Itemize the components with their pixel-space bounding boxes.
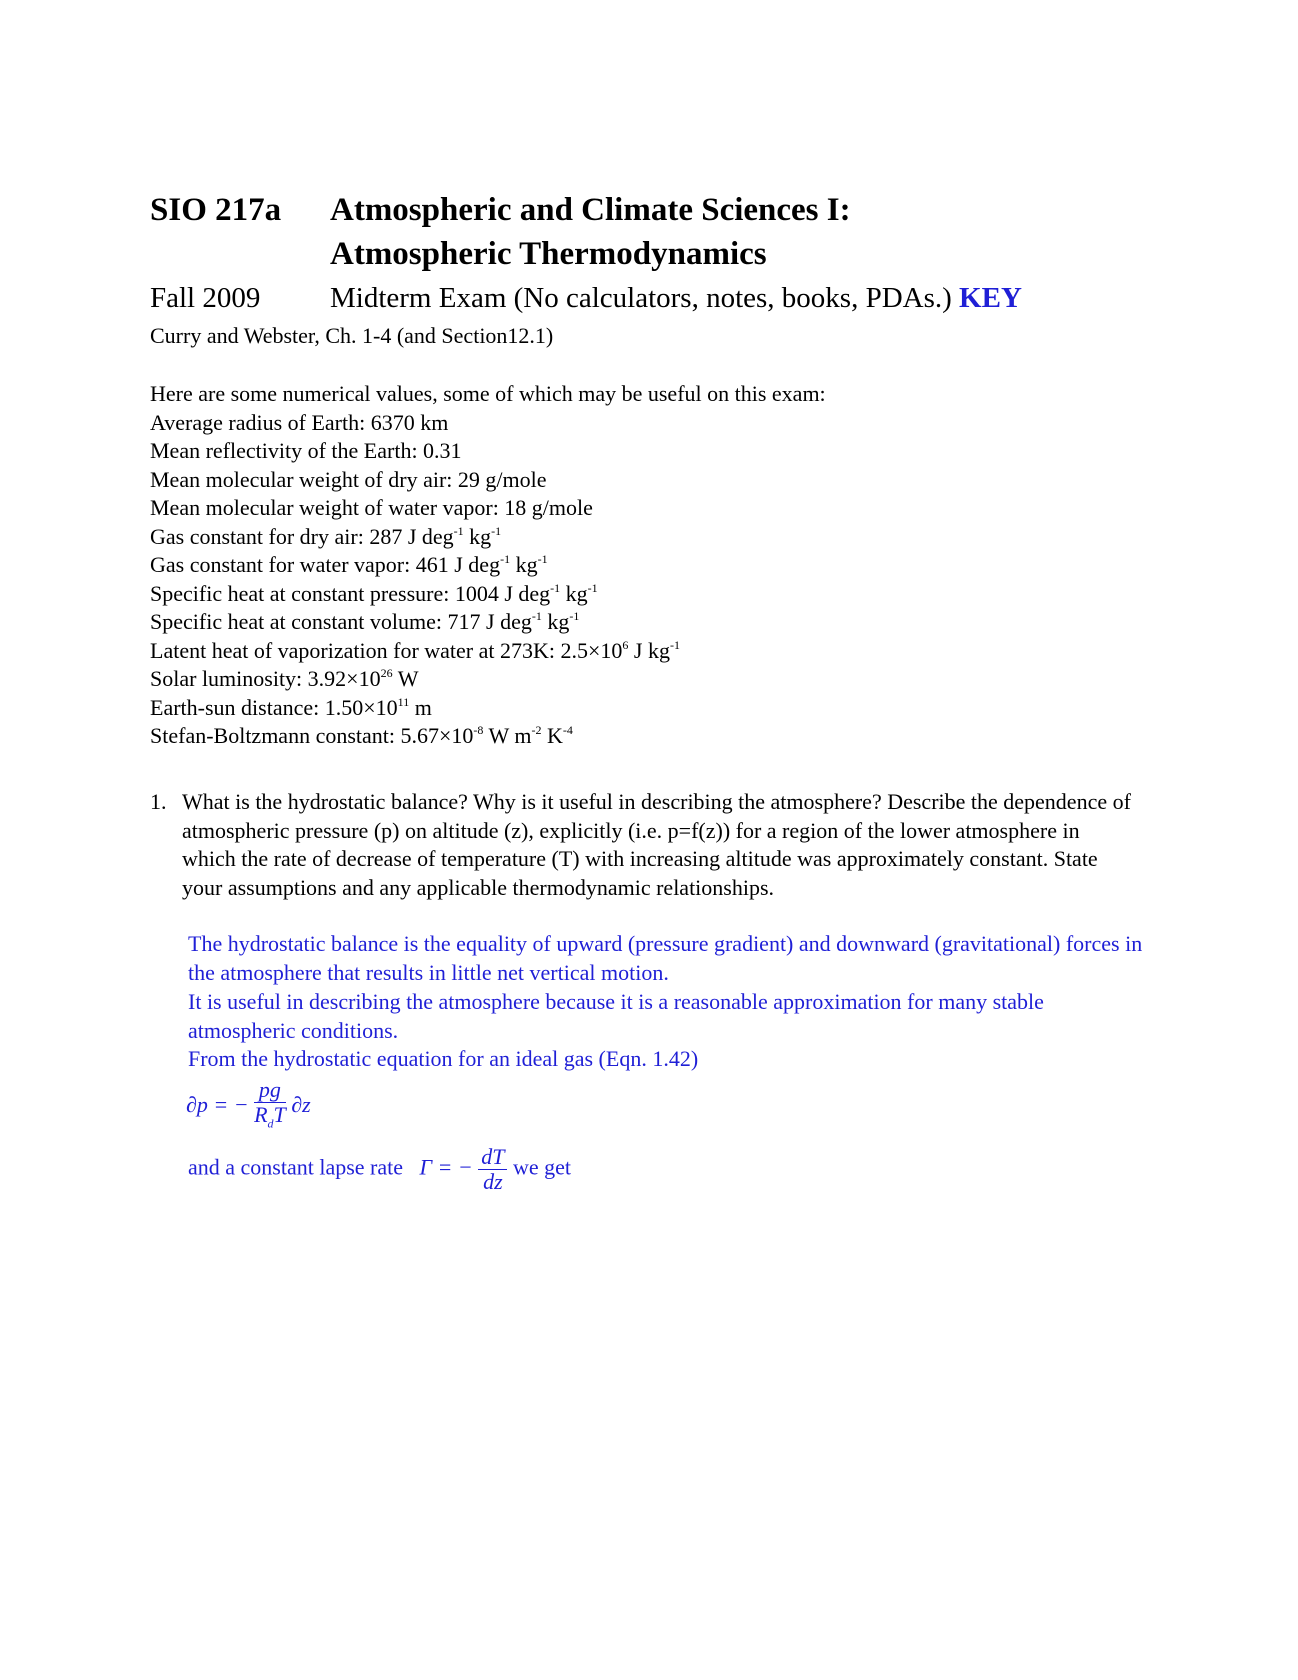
- latent-label: Latent heat of vaporization for water at 273K: 2.5×10: [150, 637, 623, 663]
- eq1-den-t: T: [273, 1102, 286, 1127]
- constants-block: [150, 380, 826, 751]
- unit: m: [409, 694, 432, 720]
- key-label: KEY: [959, 282, 1022, 314]
- exponent: -1: [569, 609, 580, 623]
- unit: kg: [541, 609, 570, 634]
- constant-mw-vapor: Mean molecular weight of water vapor: 18 g/mole: [150, 495, 593, 520]
- cp-label: Specific heat at constant pressure: 1004 J deg: [150, 580, 551, 606]
- distance-label: Earth-sun distance: 1.50×10: [150, 694, 398, 720]
- constant-stefan: [150, 722, 826, 751]
- constant-radius: Average radius of Earth: 6370 km: [150, 409, 449, 435]
- exponent: -1: [669, 637, 680, 652]
- exponent: 11: [397, 694, 410, 709]
- unit: W m: [483, 723, 532, 748]
- stefan-label: Stefan-Boltzmann constant: 5.67×10: [150, 723, 474, 748]
- constant-solar: [150, 665, 826, 694]
- reference: Curry and Webster, Ch. 1-4 (and Section12.1): [150, 323, 554, 348]
- exam-line: [330, 282, 1022, 315]
- unit: K: [541, 723, 563, 748]
- eq1-numerator: pg: [254, 1078, 286, 1103]
- title-line-1: Atmospheric and Climate Sciences I:: [330, 192, 851, 228]
- exponent: -1: [453, 523, 464, 538]
- constant-distance: [150, 694, 826, 723]
- exponent: -1: [587, 580, 598, 595]
- exponent: -1: [537, 552, 548, 566]
- exponent: -8: [473, 723, 484, 737]
- lapse-text: and a constant lapse rate: [188, 1154, 404, 1180]
- constant-cp: [150, 580, 826, 609]
- eq1-rhs: ∂z: [291, 1091, 311, 1117]
- eq1-den-r: R: [254, 1102, 268, 1127]
- constant-latent: [150, 637, 826, 666]
- eq1-denominator: [254, 1103, 286, 1135]
- unit: W: [392, 666, 419, 691]
- exponent: -4: [562, 723, 573, 737]
- eq1-den-sub: d: [267, 1116, 274, 1131]
- exponent: -1: [531, 609, 542, 623]
- constant-gas-dry: [150, 523, 826, 552]
- unit: kg: [510, 552, 538, 577]
- question-body: What is the hydrostatic balance? Why is it useful in describing the atmosphere? Describe the dependence of atmospheric pressure (p) on altitude (z), explicitly (i.e. p=f(z)) for a region of the lower atmosphere in which the rate of decrease of temperature (T) with increasing altitude was approximately constant. State your assumptions and any applicable thermodynamic relationships.: [182, 789, 1131, 900]
- lapse-numerator: dT: [478, 1145, 507, 1170]
- exponent: -1: [550, 580, 561, 595]
- constant-mw-dry: Mean molecular weight of dry air: 29 g/mole: [150, 466, 547, 492]
- exponent: 6: [622, 637, 629, 652]
- constants-intro: Here are some numerical values, some of which may be useful on this exam:: [150, 381, 826, 406]
- lapse-tail: we get: [512, 1154, 572, 1180]
- exponent: -1: [500, 552, 511, 566]
- unit: kg: [463, 523, 492, 549]
- hydrostatic-equation: [186, 1078, 311, 1135]
- answer-paragraph-3: From the hydrostatic equation for an ideal gas (Eqn. 1.42): [188, 1046, 699, 1071]
- exponent: -2: [531, 723, 542, 737]
- course-number: SIO 217a: [150, 192, 282, 228]
- gas-dry-label: Gas constant for dry air: 287 J deg: [150, 523, 454, 549]
- lapse-rate-line: [188, 1145, 571, 1194]
- answer-paragraph-2: It is useful in describing the atmosphere because it is a reasonable approximation for many stable atmospheric conditions.: [188, 989, 1044, 1043]
- exam-description: Midterm Exam (No calculators, notes, books, PDAs.): [330, 282, 952, 314]
- exponent: -1: [491, 523, 502, 538]
- exponent: 26: [380, 666, 393, 680]
- lapse-lhs: Γ = −: [419, 1154, 473, 1180]
- constant-cv: [150, 608, 826, 637]
- unit: kg: [560, 580, 588, 606]
- question-text: [182, 788, 1132, 902]
- title-line-2: Atmospheric Thermodynamics: [330, 236, 767, 272]
- question-number: 1.: [150, 789, 167, 814]
- constant-reflectivity: Mean reflectivity of the Earth: 0.31: [150, 438, 462, 463]
- eq1-lhs: ∂p = −: [186, 1091, 249, 1117]
- unit: J kg: [628, 637, 670, 663]
- constant-gas-vapor: [150, 551, 826, 580]
- solar-label: Solar luminosity: 3.92×10: [150, 666, 381, 691]
- lapse-denominator: dz: [483, 1169, 503, 1194]
- eq1-fraction: [254, 1078, 286, 1135]
- cv-label: Specific heat at constant volume: 717 J deg: [150, 609, 532, 634]
- gas-vapor-label: Gas constant for water vapor: 461 J deg: [150, 552, 501, 577]
- term: Fall 2009: [150, 282, 261, 314]
- answer-paragraph-1: The hydrostatic balance is the equality of upward (pressure gradient) and downward (gravitational) forces in the atmosphere that results in little net vertical motion.: [188, 931, 1143, 985]
- lapse-fraction: [478, 1145, 507, 1194]
